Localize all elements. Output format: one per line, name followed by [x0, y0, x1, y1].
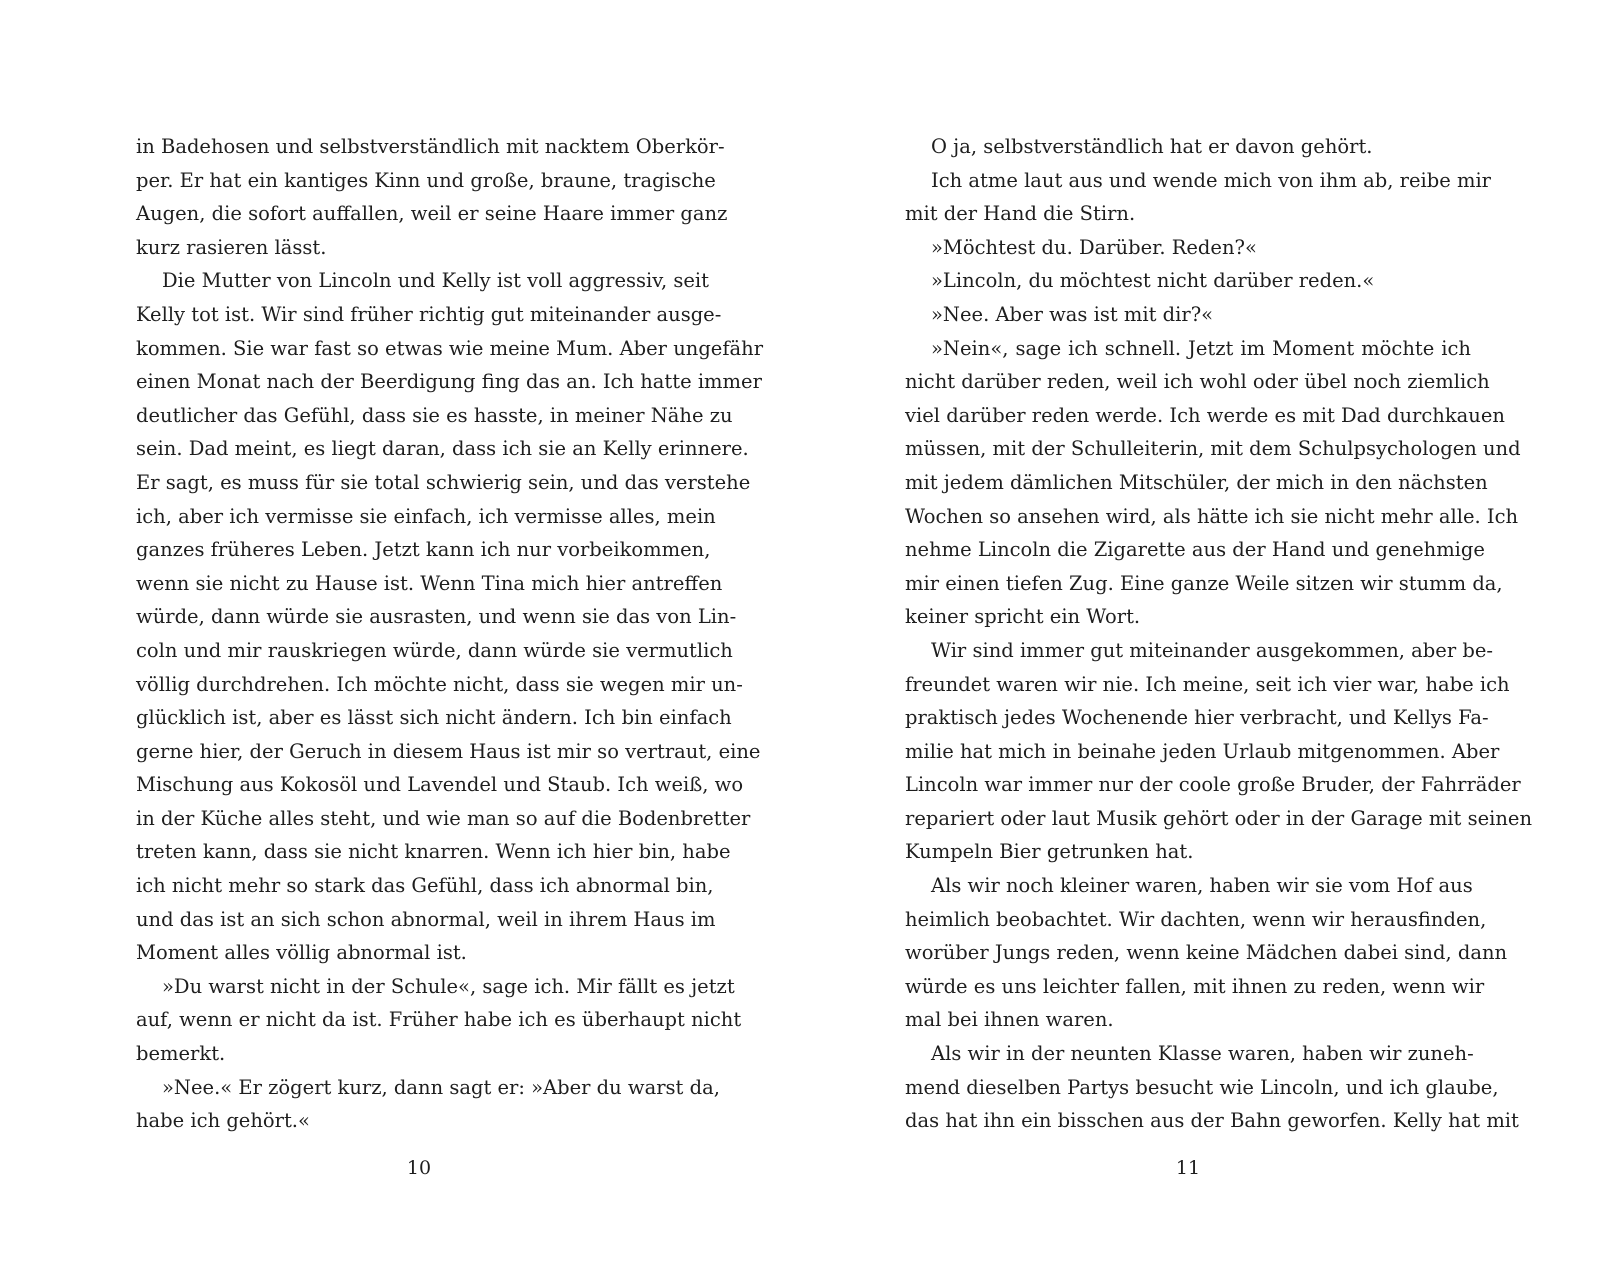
text-line: nicht darüber reden, weil ich wohl oder übel noch ziemlich: [905, 370, 1490, 394]
text-line: Lincoln war immer nur der coole große Bruder, der Fahrräder: [905, 773, 1521, 797]
text-line: heimlich beobachtet. Wir dachten, wenn wir herausfinden,: [905, 907, 1487, 931]
page-number-right: 11: [1175, 1157, 1201, 1179]
text-line: »Lincoln, du möchtest nicht darüber reden.«: [931, 269, 1375, 293]
text-line: mit der Hand die Stirn.: [905, 202, 1136, 226]
text-line: habe ich gehört.«: [136, 1109, 310, 1133]
text-line: praktisch jedes Wochenende hier verbracht, und Kellys Fa-: [905, 706, 1489, 730]
paragraph: [905, 130, 1471, 164]
text-line: kommen. Sie war fast so etwas wie meine Mum. Aber ungefähr: [136, 336, 764, 360]
paragraph: [905, 164, 1492, 231]
paragraph: [905, 231, 1471, 265]
text-line: freundet waren wir nie. Ich meine, seit ich vier war, habe ich: [905, 672, 1510, 696]
text-line: in Badehosen und selbstverständlich mit nacktem Oberkör-: [136, 135, 725, 158]
text-line: und das ist an sich schon abnormal, weil in ihrem Haus im: [136, 907, 716, 931]
text-line: ich, aber ich vermisse sie einfach, ich vermisse alles, mein: [136, 504, 716, 528]
text-line: per. Er hat ein kantiges Kinn und große, braune, tragische: [136, 168, 716, 192]
text-line: »Möchtest du. Darüber. Reden?«: [931, 235, 1257, 259]
text-line: würde, dann würde sie ausrasten, und wenn sie das von Lin-: [136, 605, 737, 629]
paragraph: [136, 970, 742, 1071]
text-line: Moment alles völlig abnormal ist.: [136, 941, 467, 965]
left-page-text: [136, 130, 764, 1138]
text-line: Als wir in der neunten Klasse waren, haben wir zuneh-: [931, 1042, 1474, 1066]
text-line: nehme Lincoln die Zigarette aus der Hand und genehmige: [905, 538, 1485, 562]
text-line: Kelly tot ist. Wir sind früher richtig gut miteinander ausge-: [136, 302, 722, 326]
paragraph: [905, 264, 1471, 298]
text-line: Als wir noch kleiner waren, haben wir sie vom Hof aus: [931, 874, 1473, 898]
paragraph: [905, 869, 1508, 1037]
paragraph: [136, 264, 764, 969]
text-line: mir einen tiefen Zug. Eine ganze Weile sitzen wir stumm da,: [905, 571, 1503, 595]
right-page: [800, 0, 1600, 1274]
text-line: viel darüber reden werde. Ich werde es mit Dad durchkauen: [905, 403, 1505, 427]
text-line: worüber Jungs reden, wenn keine Mädchen dabei sind, dann: [905, 941, 1508, 965]
text-line: Mischung aus Kokosöl und Lavendel und Staub. Ich weiß, wo: [136, 773, 744, 797]
paragraph: [905, 634, 1533, 869]
text-line: bemerkt.: [136, 1042, 226, 1066]
text-line: mal bei ihnen waren.: [905, 1008, 1114, 1032]
text-line: ich nicht mehr so stark das Gefühl, dass ich abnormal bin,: [136, 874, 714, 898]
text-line: Wir sind immer gut miteinander ausgekommen, aber be-: [931, 638, 1493, 662]
text-line: deutlicher das Gefühl, dass sie es hasste, in meiner Nähe zu: [136, 403, 733, 427]
text-line: Ich atme laut aus und wende mich von ihm ab, reibe mir: [931, 168, 1492, 192]
text-line: Wochen so ansehen wird, als hätte ich sie nicht mehr alle. Ich: [905, 504, 1519, 528]
text-line: müssen, mit der Schulleiterin, mit dem Schulpsychologen und: [905, 437, 1521, 461]
text-line: ganzes früheres Leben. Jetzt kann ich nur vorbeikommen,: [136, 538, 711, 562]
text-line: treten kann, dass sie nicht knarren. Wenn ich hier bin, habe: [136, 840, 731, 864]
text-line: völlig durchdrehen. Ich möchte nicht, dass sie wegen mir un-: [136, 672, 743, 696]
text-line: »Nee.« Er zögert kurz, dann sagt er: »Aber du warst da,: [162, 1075, 720, 1099]
text-line: »Nee. Aber was ist mit dir?«: [931, 302, 1214, 326]
text-line: Er sagt, es muss für sie total schwierig sein, und das verstehe: [136, 470, 751, 494]
paragraph: [136, 1071, 720, 1138]
text-line: würde es uns leichter fallen, mit ihnen zu reden, wenn wir: [905, 974, 1485, 998]
text-line: kurz rasieren lässt.: [136, 235, 327, 259]
text-line: einen Monat nach der Beerdigung fing das an. Ich hatte immer: [136, 370, 762, 394]
text-line: sein. Dad meint, es liegt daran, dass ich sie an Kelly erinnere.: [136, 437, 749, 461]
paragraph: [905, 298, 1471, 332]
text-line: auf, wenn er nicht da ist. Früher habe ich es überhaupt nicht: [136, 1008, 742, 1032]
text-line: Kumpeln Bier getrunken hat.: [905, 840, 1194, 864]
text-line: das hat ihn ein bisschen aus der Bahn geworfen. Kelly hat mit: [905, 1109, 1519, 1133]
text-line: repariert oder laut Musik gehört oder in der Garage mit seinen: [905, 806, 1533, 830]
text-line: »Nein«, sage ich schnell. Jetzt im Moment möchte ich: [931, 336, 1471, 360]
paragraph: [136, 130, 728, 264]
text-line: wenn sie nicht zu Hause ist. Wenn Tina mich hier antreffen: [136, 571, 723, 595]
text-line: gerne hier, der Geruch in diesem Haus ist mir so vertraut, eine: [136, 739, 761, 763]
text-line: keiner spricht ein Wort.: [905, 605, 1141, 629]
text-line: in der Küche alles steht, und wie man so auf die Bodenbretter: [136, 806, 751, 830]
text-line: glücklich ist, aber es lässt sich nicht ändern. Ich bin einfach: [136, 706, 732, 730]
paragraph: [905, 1037, 1519, 1138]
text-line: mend dieselben Partys besucht wie Lincoln, und ich glaube,: [905, 1075, 1499, 1099]
text-line: O ja, selbstverständlich hat er davon gehört.: [931, 135, 1373, 158]
page-number-left: 10: [406, 1157, 432, 1179]
text-line: »Du warst nicht in der Schule«, sage ich. Mir fällt es jetzt: [162, 974, 735, 998]
text-line: Augen, die sofort auffallen, weil er seine Haare immer ganz: [136, 202, 728, 226]
text-line: coln und mir rauskriegen würde, dann würde sie vermutlich: [136, 638, 733, 662]
paragraph: [905, 332, 1521, 634]
text-line: Die Mutter von Lincoln und Kelly ist voll aggressiv, seit: [162, 269, 709, 293]
right-page-text: [905, 130, 1533, 1138]
text-line: milie hat mich in beinahe jeden Urlaub mitgenommen. Aber: [905, 739, 1500, 763]
text-line: mit jedem dämlichen Mitschüler, der mich in den nächsten: [905, 470, 1488, 494]
